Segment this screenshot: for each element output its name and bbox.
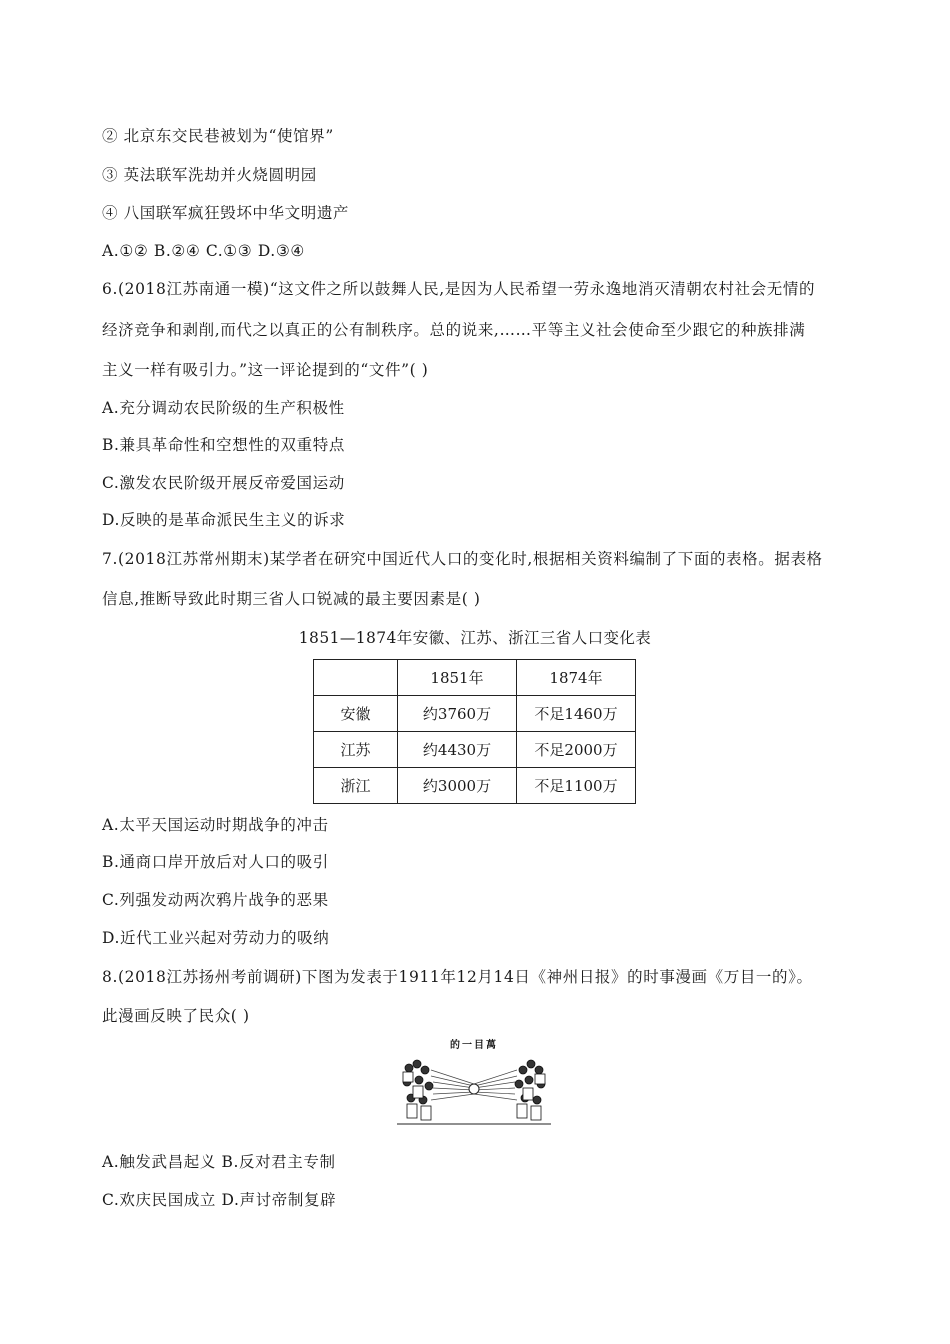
table-row bbox=[314, 732, 636, 768]
q7-option-b: B.通商口岸开放后对人口的吸引 bbox=[102, 853, 329, 871]
q8-stem-line2: 此漫画反映了民众( ) bbox=[102, 1007, 250, 1025]
population-cell: 不足2000万 bbox=[517, 732, 636, 768]
table-header-row bbox=[314, 660, 636, 696]
q7-option-a: A.太平天国运动时期战争的冲击 bbox=[102, 816, 329, 834]
q6-stem-line3: 主义一样有吸引力。”这一评论提到的“文件”( ) bbox=[102, 361, 429, 379]
q7-stem-line2: 信息,推断导致此时期三省人口锐减的最主要因素是( ) bbox=[102, 590, 481, 608]
q6-stem-line2: 经济竞争和剥削,而代之以真正的公有制秩序。总的说来,……平等主义社会使命至少跟它的种族排满 bbox=[102, 321, 806, 339]
q7-option-d: D.近代工业兴起对劳动力的吸纳 bbox=[102, 929, 330, 947]
q6-option-c: C.激发农民阶级开展反帝爱国运动 bbox=[102, 474, 345, 492]
q5-options: A.①② B.②④ C.①③ D.③④ bbox=[102, 242, 305, 260]
population-cell: 约3760万 bbox=[398, 696, 517, 732]
cartoon-title: 的一目萬 bbox=[450, 1040, 498, 1051]
table-row bbox=[314, 768, 636, 804]
line-2: ② 北京东交民巷被划为“使馆界” bbox=[102, 127, 334, 145]
q8-options-cd: C.欢庆民国成立 D.声讨帝制复辟 bbox=[102, 1191, 337, 1209]
header-cell: 1851年 bbox=[398, 660, 517, 696]
cartoon-drawing bbox=[395, 1048, 553, 1128]
header-cell bbox=[314, 660, 398, 696]
line-4: ④ 八国联军疯狂毁坏中华文明遗产 bbox=[102, 204, 350, 222]
q6-stem-line1: 6.(2018江苏南通一模)“这文件之所以鼓舞人民,是因为人民希望一劳永逸地消灭清朝农村社会无情的 bbox=[102, 280, 816, 298]
population-cell: 不足1460万 bbox=[517, 696, 636, 732]
q6-option-d: D.反映的是革命派民生主义的诉求 bbox=[102, 511, 346, 529]
header-cell: 1874年 bbox=[517, 660, 636, 696]
population-table bbox=[313, 659, 636, 804]
population-cell: 约3000万 bbox=[398, 768, 517, 804]
q6-option-a: A.充分调动农民阶级的生产积极性 bbox=[102, 399, 345, 417]
table-row bbox=[314, 696, 636, 732]
province-cell: 浙江 bbox=[314, 768, 398, 804]
population-cell: 不足1100万 bbox=[517, 768, 636, 804]
q6-option-b: B.兼具革命性和空想性的双重特点 bbox=[102, 436, 345, 454]
q7-option-c: C.列强发动两次鸦片战争的恶果 bbox=[102, 891, 329, 909]
line-3: ③ 英法联军洗劫并火烧圆明园 bbox=[102, 166, 317, 184]
population-cell: 约4430万 bbox=[398, 732, 517, 768]
q8-options-ab: A.触发武昌起义 B.反对君主专制 bbox=[102, 1153, 336, 1171]
q7-stem-line1: 7.(2018江苏常州期末)某学者在研究中国近代人口的变化时,根据相关资料编制了下面的表格。据表格 bbox=[102, 550, 823, 568]
q8-stem-line1: 8.(2018江苏扬州考前调研)下图为发表于1911年12月14日《神州日报》的时事漫画《万目一的》。 bbox=[102, 968, 813, 986]
province-cell: 江苏 bbox=[314, 732, 398, 768]
table-caption: 1851—1874年安徽、江苏、浙江三省人口变化表 bbox=[298, 629, 652, 647]
cartoon-image bbox=[395, 1036, 553, 1128]
province-cell: 安徽 bbox=[314, 696, 398, 732]
